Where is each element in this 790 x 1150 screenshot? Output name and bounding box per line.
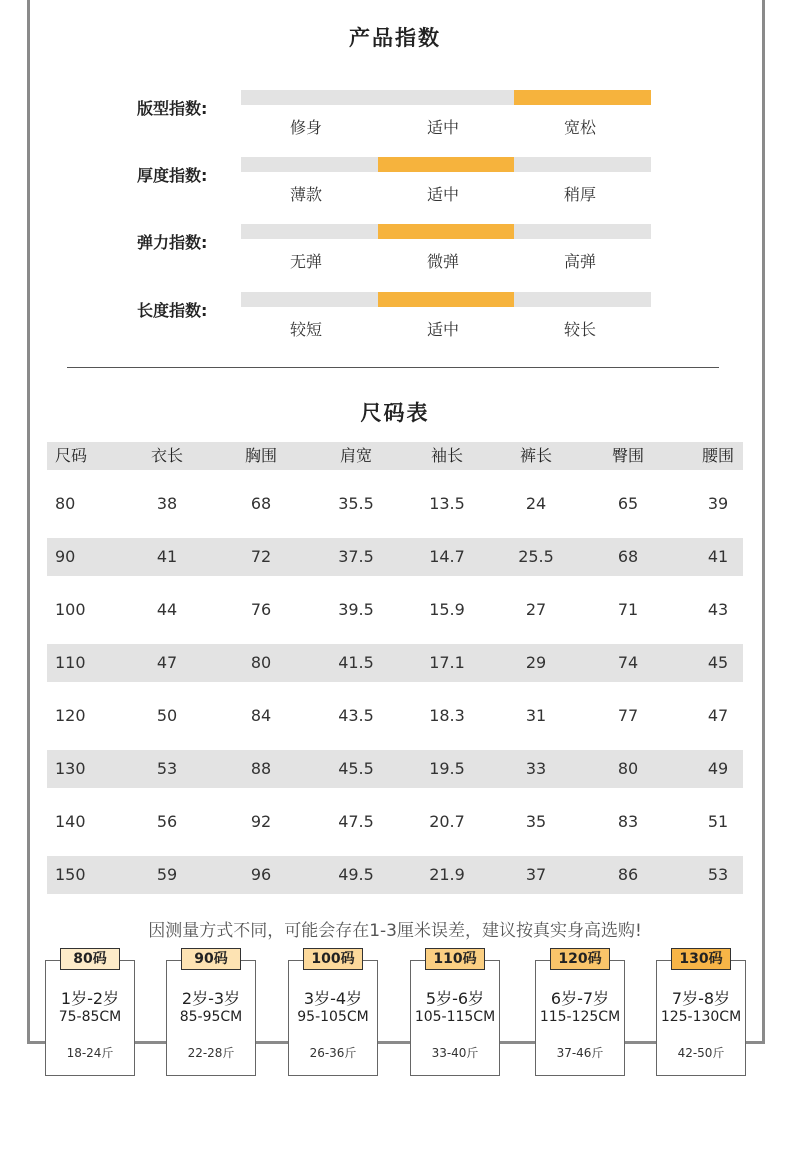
section-divider xyxy=(67,367,719,368)
table-cell: 15.9 xyxy=(429,600,465,619)
table-cell: 140 xyxy=(55,812,86,831)
index-row xyxy=(0,157,790,207)
table-cell: 86 xyxy=(617,865,639,884)
table-cell: 80 xyxy=(55,494,76,513)
table-cell: 39 xyxy=(707,494,729,513)
table-cell: 74 xyxy=(617,653,639,672)
index-row xyxy=(0,224,790,274)
table-cell: 17.1 xyxy=(429,653,465,672)
table-cell: 45.5 xyxy=(338,759,374,778)
table-cell: 25.5 xyxy=(518,547,554,566)
card-height-range: 125-130CM xyxy=(660,1009,742,1025)
size-table-header-cell: 衣长 xyxy=(150,446,183,465)
table-cell: 130 xyxy=(55,759,86,778)
table-cell: 80 xyxy=(250,653,272,672)
table-cell: 43 xyxy=(707,600,729,619)
size-table-header xyxy=(47,442,743,470)
table-cell: 14.7 xyxy=(429,547,465,566)
size-table-header-cell: 裤长 xyxy=(519,446,552,465)
index-selected-segment xyxy=(378,292,515,307)
table-cell: 90 xyxy=(55,547,76,566)
index-scale-track xyxy=(241,224,651,239)
card-height-range: 105-115CM xyxy=(414,1009,496,1025)
table-cell: 96 xyxy=(250,865,272,884)
index-option-label: 修身 xyxy=(289,118,322,137)
table-cell: 110 xyxy=(55,653,86,672)
table-cell: 13.5 xyxy=(429,494,465,513)
size-card-tag: 110码 xyxy=(425,948,485,970)
table-cell: 50 xyxy=(156,706,178,725)
table-cell: 18.3 xyxy=(429,706,465,725)
table-row xyxy=(47,644,743,682)
size-table-header-cell: 腰围 xyxy=(701,446,734,465)
index-label: 长度指数: xyxy=(137,301,208,320)
table-cell: 59 xyxy=(156,865,178,884)
table-cell: 68 xyxy=(250,494,272,513)
size-chart-title: 尺码表 xyxy=(360,401,430,425)
row-gap xyxy=(47,841,743,856)
table-cell: 47 xyxy=(156,653,178,672)
size-card xyxy=(166,960,256,1076)
table-cell: 37.5 xyxy=(338,547,374,566)
table-cell: 53 xyxy=(156,759,178,778)
index-selected-segment xyxy=(378,157,515,172)
index-option-label: 无弹 xyxy=(289,252,322,271)
index-row xyxy=(0,292,790,342)
table-cell: 21.9 xyxy=(429,865,465,884)
table-cell: 49 xyxy=(707,759,729,778)
index-option-label: 高弹 xyxy=(563,252,596,271)
card-height-range: 85-95CM xyxy=(179,1009,243,1025)
table-cell: 20.7 xyxy=(429,812,465,831)
table-row xyxy=(47,591,743,629)
card-age-range: 5岁-6岁 xyxy=(425,989,485,1008)
index-option-label: 薄款 xyxy=(289,185,322,204)
index-label: 弹力指数: xyxy=(137,233,208,252)
card-weight-range: 42-50斤 xyxy=(677,1046,725,1060)
size-table-header-cell: 尺码 xyxy=(55,446,88,465)
index-option-label: 较短 xyxy=(289,320,322,339)
row-gap xyxy=(47,788,743,803)
table-cell: 38 xyxy=(156,494,178,513)
card-age-range: 3岁-4岁 xyxy=(303,989,363,1008)
table-cell: 35.5 xyxy=(338,494,374,513)
table-cell: 76 xyxy=(250,600,272,619)
card-age-range: 7岁-8岁 xyxy=(671,989,731,1008)
index-option-label: 稍厚 xyxy=(563,185,596,204)
table-cell: 65 xyxy=(617,494,639,513)
card-age-range: 2岁-3岁 xyxy=(181,989,241,1008)
table-cell: 37 xyxy=(525,865,547,884)
table-row xyxy=(47,697,743,735)
index-scale-track xyxy=(241,90,651,105)
index-option-label: 宽松 xyxy=(563,118,596,137)
table-cell: 71 xyxy=(617,600,639,619)
table-cell: 29 xyxy=(525,653,547,672)
card-height-range: 95-105CM xyxy=(297,1009,369,1025)
table-row xyxy=(47,485,743,523)
size-chart-table xyxy=(47,442,743,894)
table-cell: 31 xyxy=(525,706,547,725)
card-weight-range: 18-24斤 xyxy=(66,1046,114,1060)
size-card xyxy=(656,960,746,1076)
size-table-header-cell: 袖长 xyxy=(430,446,463,465)
table-row xyxy=(47,803,743,841)
table-cell: 47.5 xyxy=(338,812,374,831)
card-height-range: 115-125CM xyxy=(539,1009,621,1025)
index-scale-track xyxy=(241,292,651,307)
product-index-title: 产品指数 xyxy=(349,26,441,50)
size-table-header-cell: 胸围 xyxy=(244,446,277,465)
table-cell: 150 xyxy=(55,865,86,884)
card-height-range: 75-85CM xyxy=(58,1009,122,1025)
table-cell: 47 xyxy=(707,706,729,725)
card-weight-range: 22-28斤 xyxy=(187,1046,235,1060)
size-card xyxy=(45,960,135,1076)
card-weight-range: 33-40斤 xyxy=(431,1046,479,1060)
table-cell: 51 xyxy=(707,812,729,831)
row-gap xyxy=(47,629,743,644)
card-age-range: 6岁-7岁 xyxy=(550,989,610,1008)
table-cell: 83 xyxy=(617,812,639,831)
size-card-tag: 130码 xyxy=(671,948,731,970)
row-gap xyxy=(47,682,743,697)
size-card-tag: 80码 xyxy=(60,948,120,970)
table-cell: 41 xyxy=(707,547,729,566)
index-option-label: 较长 xyxy=(563,320,596,339)
table-cell: 24 xyxy=(525,494,547,513)
table-cell: 41 xyxy=(156,547,178,566)
index-option-label: 适中 xyxy=(426,185,459,204)
row-gap xyxy=(47,576,743,591)
frame-bottom-border xyxy=(27,1041,765,1044)
table-cell: 45 xyxy=(707,653,729,672)
size-table-header-cell: 肩宽 xyxy=(339,446,372,465)
table-cell: 33 xyxy=(525,759,547,778)
index-selected-segment xyxy=(378,224,515,239)
measurement-note: 因测量方式不同，可能会存在1-3厘米误差，建议按真实身高选购! xyxy=(148,921,642,941)
table-cell: 41.5 xyxy=(338,653,374,672)
table-cell: 43.5 xyxy=(338,706,374,725)
table-cell: 56 xyxy=(156,812,178,831)
table-cell: 84 xyxy=(250,706,272,725)
size-card-tag: 100码 xyxy=(303,948,363,970)
size-card xyxy=(410,960,500,1076)
table-cell: 19.5 xyxy=(429,759,465,778)
index-selected-segment xyxy=(514,90,651,105)
table-cell: 53 xyxy=(707,865,729,884)
size-table-header-cell: 臀围 xyxy=(611,446,644,465)
index-label: 版型指数: xyxy=(137,99,208,118)
table-cell: 120 xyxy=(55,706,86,725)
card-weight-range: 26-36斤 xyxy=(309,1046,357,1060)
row-gap xyxy=(47,470,743,485)
row-gap xyxy=(47,523,743,538)
card-weight-range: 37-46斤 xyxy=(556,1046,604,1060)
table-cell: 72 xyxy=(250,547,272,566)
table-cell: 88 xyxy=(250,759,272,778)
table-row xyxy=(47,538,743,576)
table-cell: 44 xyxy=(156,600,178,619)
index-label: 厚度指数: xyxy=(137,166,208,185)
size-card xyxy=(535,960,625,1076)
table-cell: 92 xyxy=(250,812,272,831)
row-gap xyxy=(47,735,743,750)
table-cell: 77 xyxy=(617,706,639,725)
size-card-tag: 90码 xyxy=(181,948,241,970)
table-cell: 100 xyxy=(55,600,86,619)
table-row xyxy=(47,750,743,788)
size-card-tag: 120码 xyxy=(550,948,610,970)
table-cell: 80 xyxy=(617,759,639,778)
table-cell: 27 xyxy=(525,600,547,619)
card-age-range: 1岁-2岁 xyxy=(60,989,120,1008)
index-row xyxy=(0,90,790,140)
table-row xyxy=(47,856,743,894)
table-cell: 49.5 xyxy=(338,865,374,884)
index-option-label: 微弹 xyxy=(426,252,459,271)
table-cell: 68 xyxy=(617,547,639,566)
index-option-label: 适中 xyxy=(426,320,459,339)
index-option-label: 适中 xyxy=(426,118,459,137)
index-scale-track xyxy=(241,157,651,172)
size-card xyxy=(288,960,378,1076)
table-cell: 35 xyxy=(525,812,547,831)
table-cell: 39.5 xyxy=(338,600,374,619)
